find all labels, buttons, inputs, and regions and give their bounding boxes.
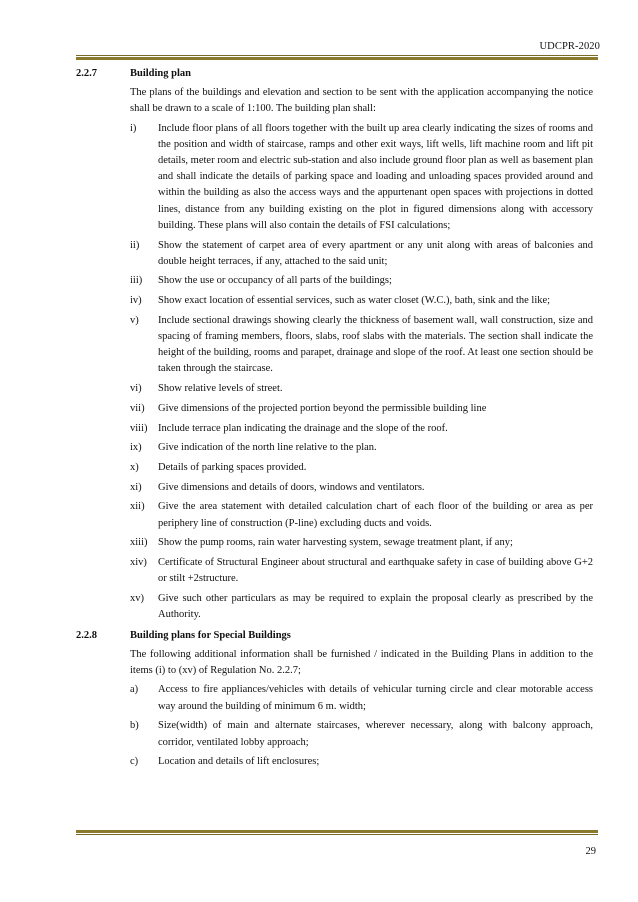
list-item xyxy=(130,754,593,770)
list-item xyxy=(130,440,593,456)
list-item-label: c) xyxy=(130,756,139,768)
list-item xyxy=(130,293,593,309)
list-item-label: iii) xyxy=(130,275,143,287)
list-item xyxy=(130,535,593,551)
page-content xyxy=(76,66,593,774)
list-item-label: v) xyxy=(130,314,139,326)
list-item-label: xiii) xyxy=(130,537,148,549)
list-item-text: Show exact location of essential services, such as water closet (W.C.), bath, sink and the like; xyxy=(158,295,551,307)
list-item xyxy=(130,460,593,476)
list-item-label: vii) xyxy=(130,402,145,414)
list-item-text: Location and details of lift enclosures; xyxy=(158,756,320,768)
section-body xyxy=(130,85,593,623)
section-title: Building plans for Special Buildings xyxy=(130,629,291,641)
list-item-label: a) xyxy=(130,684,139,696)
list-item xyxy=(130,313,593,378)
list-item-text: Include terrace plan indicating the drainage and the slope of the roof. xyxy=(158,422,448,434)
list-item xyxy=(130,591,593,623)
list-item xyxy=(130,682,593,714)
list-item-text: Show the use or occupancy of all parts of the buildings; xyxy=(158,275,392,287)
list-item-text: Give indication of the north line relative to the plan. xyxy=(158,442,377,454)
section-body xyxy=(130,647,593,770)
list-item-text: Include floor plans of all floors together with the built up area clearly indicating the sizes of rooms and the position and width of staircase, ramps and other exit ways, lift wells, lift machine room and lift pit details, meter room and electric sub-station and also include ground floor plan as well as basement plan and shall indicate the details of parking space and loading and unloading spaces provided around and within the building as also the access ways and the appurtenant open spaces with projections in dotted lines, distance from any building existing on the plot in figured dimensions along with accessory building. These plans will also contain the details of FSI calculations; xyxy=(158,122,593,231)
section-number: 2.2.8 xyxy=(76,629,97,641)
list-item-text: Details of parking spaces provided. xyxy=(158,461,307,473)
list-item-text: Size(width) of main and alternate staircases, wherever necessary, along with balcony approach, corridor, ventilated lobby approach; xyxy=(158,720,593,748)
list-item-label: xi) xyxy=(130,481,142,493)
section-intro: The following additional information shall be furnished / indicated in the Building Plans in addition to the items (i) to (xv) of Regulation No. 2.2.7; xyxy=(130,649,593,677)
list-item-label: xii) xyxy=(130,501,145,513)
list-item-text: Certificate of Structural Engineer about structural and earthquake safety in case of building above G+2 or stilt +2structure. xyxy=(158,556,593,585)
section-heading xyxy=(76,66,593,82)
list-item-label: x) xyxy=(130,461,139,473)
requirement-list xyxy=(130,682,593,770)
list-item-label: xiv) xyxy=(130,556,147,568)
list-item-label: ii) xyxy=(130,239,140,251)
header-rule xyxy=(76,55,598,60)
page-number: 29 xyxy=(585,846,596,857)
footer-rule xyxy=(76,829,598,835)
list-item xyxy=(130,121,593,234)
list-item-text: Show the pump rooms, rain water harvesting system, sewage treatment plant, if any; xyxy=(158,537,513,549)
list-item xyxy=(130,421,593,437)
list-item xyxy=(130,499,593,531)
list-item xyxy=(130,273,593,289)
list-item xyxy=(130,555,593,587)
list-item-label: viii) xyxy=(130,422,148,434)
list-item xyxy=(130,381,593,397)
list-item-text: Give dimensions and details of doors, windows and ventilators. xyxy=(158,481,425,493)
list-item-text: Include sectional drawings showing clearly the thickness of basement wall, wall construction, size and spacing of framing members, floors, slabs, roof slabs with the materials. The section shall indicate the height of the building, rooms and parapet, drainage and slope of the roof. At least one section should be taken through the staircase. xyxy=(158,314,593,375)
list-item xyxy=(130,238,593,270)
requirement-list xyxy=(130,121,593,624)
list-item xyxy=(130,718,593,750)
list-item-label: b) xyxy=(130,720,139,732)
list-item xyxy=(130,480,593,496)
list-item-label: xv) xyxy=(130,592,144,604)
section-intro: The plans of the buildings and elevation and section to be sent with the application accompanying the notice shall be drawn to a scale of 1:100. The building plan shall: xyxy=(130,87,593,115)
section-number: 2.2.7 xyxy=(76,68,97,79)
list-item-label: ix) xyxy=(130,442,142,454)
list-item-text: Access to fire appliances/vehicles with details of vehicular turning circle and clear motorable access way around the building of minimum 6 m. width; xyxy=(158,684,593,712)
section-heading xyxy=(76,628,593,644)
list-item-label: i) xyxy=(130,122,137,134)
list-item-text: Give the area statement with detailed calculation chart of each floor of the building or area as per periphery line of construction (P-line) excluding ducts and voids. xyxy=(158,501,593,529)
list-item-text: Give dimensions of the projected portion beyond the permissible building line xyxy=(158,402,487,414)
document-code: UDCPR-2020 xyxy=(539,41,600,52)
list-item-text: Show relative levels of street. xyxy=(158,383,283,395)
list-item-text: Give such other particulars as may be required to explain the proposal clearly as prescribed by the Authority. xyxy=(158,592,593,621)
list-item-label: vi) xyxy=(130,383,142,395)
section-title: Building plan xyxy=(130,68,191,79)
list-item xyxy=(130,401,593,417)
list-item-text: Show the statement of carpet area of every apartment or any unit along with areas of balconies and double height terraces, if any, attached to the said unit; xyxy=(158,239,593,267)
list-item-label: iv) xyxy=(130,295,142,307)
